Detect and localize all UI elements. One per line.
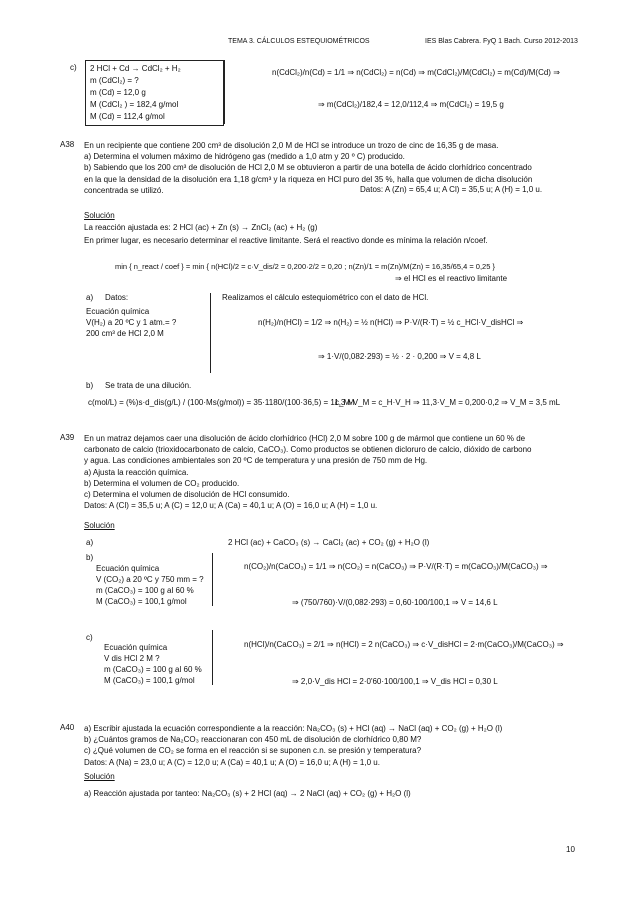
a38-b-title: Se trata de una dilución. [105, 381, 192, 390]
top-divider [224, 60, 225, 124]
a39-b-data: Ecuación química V (CO₂) a 20 ºC y 750 mm = ? m (CaCO₃) = 100 g al 60 % M (CaCO₃) = 100,1 g/mol [96, 564, 204, 606]
a40-a-line: a) Reacción ajustada por tanteo: Na₂CO₃ (s) + 2 HCl (aq) → 2 NaCl (aq) + CO₂ (g) + H₂O (l) [84, 789, 411, 798]
a38-divider [210, 293, 211, 373]
a38-reaction: La reacción ajustada es: 2 HCl (ac) + Zn (s) → ZnCl₂ (ac) + H₂ (g) [84, 223, 318, 232]
a39-statement: En un matraz dejamos caer una disolución de ácido clorhídrico (HCl) 2,0 M sobre 100 g de mármol que contiene un 60 % de carbonato de calcio (trioxidocarbonato de calcio, CaCO₃). Como productos se obtienen dicloruro de calcio, dióxido de carbono y agua. Las condiciones ambientales son 20 ºC de temperatura y una presión de 750 mm de Hg. a) Ajusta la reacción química. b) Determina el volumen de CO₂ producido. c) Determina el volumen de disolución de HCl consumido. Datos: A (Cl) = 35,5 u; A (C) = 12,0 u; A (Ca) = 40,1 u; A (O) = 16,0 u; A (H) = 1,0 u. [84, 434, 532, 511]
a38-data: Datos: A (Zn) = 65,4 u; A Cl) = 35,5 u; A (H) = 1,0 u. [360, 185, 543, 194]
top-data-list: 2 HCl + Cd → CdCl₂ + H₂ m (CdCl₂) = ? m (Cd) = 12,0 g M (CdCl₂ ) = 182,4 g/mol M (Cd) = 112,4 g/mol [90, 64, 181, 121]
a39-b-eq2: ⇒ (750/760)·V/(0,082·293) = 0,60·100/100,1 ⇒ V = 14,6 L [292, 598, 498, 607]
a38-a-title: Datos: [105, 293, 129, 302]
a38-solucion: Solución [84, 211, 115, 220]
a38-a-eq2: ⇒ 1·V/(0,082·293) = ½ · 2 · 0,200 ⇒ V = 4,8 L [318, 352, 481, 361]
page-number: 10 [566, 845, 575, 854]
a40-number: A40 [60, 723, 75, 732]
a39-c-label: c) [86, 633, 93, 642]
a39-a-label: a) [86, 538, 94, 547]
header-title: TEMA 3. CÁLCULOS ESTEQUIOMÉTRICOS [228, 38, 370, 45]
a39-c-eq1: n(HCl)/n(CaCO₃) = 2/1 ⇒ n(HCl) = 2 n(CaCO₃) ⇒ c·V_disHCl = 2·m(CaCO₃)/M(CaCO₃) ⇒ [244, 640, 564, 649]
a39-c-eq2: ⇒ 2,0·V_dis HCl = 2·0'60·100/100,1 ⇒ V_dis HCl = 0,30 L [292, 677, 498, 686]
a38-a-calc: Realizamos el cálculo estequiométrico con el dato de HCl. [222, 293, 429, 302]
a38-b-eq2: c_M·V_M = c_H·V_H ⇒ 11,3·V_M = 0,200·0,2 ⇒ V_M = 3,5 mL [335, 398, 561, 407]
a38-b-label: b) [86, 381, 94, 390]
a38-number: A38 [60, 140, 75, 149]
a38-min-eq: min { n_react / coef } = min { n(HCl)/2 = c·V_dis/2 = 0,200·2/2 = 0,20 ; n(Zn)/1 = m(Zn)/M(Zn) = 16,35/65,4 = 0,25 } [115, 262, 495, 271]
a38-min-result: ⇒ el HCl es el reactivo limitante [395, 274, 508, 283]
a38-a-data: Ecuación química V(H₂) a 20 ºC y 1 atm.= ? 200 cm³ de HCl 2,0 M [86, 307, 177, 338]
a40-statement: a) Escribir ajustada la ecuación correspondiente a la reacción: Na₂CO₃ (s) + HCl (aq) → NaCl (aq) + CO₂ (g) + H₂O (l) b) ¿Cuántos gramos de Na₂CO₃ reaccionaran con 450 mL de disolución de clorhídrico 0,80 M? c) ¿Qué volumen de CO₂ se forma en el reacción si se suponen c.n. se presión y temperatura? Datos: A (Na) = 23,0 u; A (C) = 12,0 u; A (Ca) = 40,1 u; A (O) = 16,0 u; A (H) = 1,0 u. [84, 724, 503, 767]
a39-a-eq: 2 HCl (ac) + CaCO₃ (s) → CaCl₂ (ac) + CO₂ (g) + H₂O (l) [228, 538, 430, 547]
a39-b-label: b) [86, 553, 94, 562]
a39-b-eq1: n(CO₂)/n(CaCO₃) = 1/1 ⇒ n(CO₂) = n(CaCO₃) ⇒ P·V/(R·T) = m(CaCO₃)/M(CaCO₃) ⇒ [244, 562, 548, 571]
a38-a-eq1: n(H₂)/n(HCl) = 1/2 ⇒ n(H₂) = ½ n(HCl) ⇒ P·V/(R·T) = ½ c_HCl·V_disHCl ⇒ [258, 318, 524, 327]
a39-c-data: Ecuación química V dis HCl 2 M ? m (CaCO₃) = 100 g al 60 % M (CaCO₃) = 100,1 g/mol [104, 643, 202, 685]
a38-statement: En un recipiente que contiene 200 cm³ de disolución 2,0 M de HCl se introduce un trozo de cinc de 16,35 g de masa. a) Determina el volumen máximo de hidrógeno gas (medido a 1,0 atm y 20 º C) producido. b) Sabiendo que los 200 cm³ de disolución de HCl 2,0 M se obtuvieron a partir de una botella de ácido clorhídrico concentrado en la que la densidad de la disolución era 1,18 g/cm³ y la riqueza en HCl puro del 35 %, halla que volumen de dicha disolución concentrada se utilizó. [84, 141, 533, 195]
a38-a-label: a) [86, 293, 94, 302]
a38-b-eq: c(mol/L) = (%)s·d_dis(g/L) / (100·Ms(g/mol)) = 35·1180/(100·36,5) = 11,3 M [88, 398, 355, 407]
header-course: IES Blas Cabrera. FyQ 1 Bach. Curso 2012-2013 [425, 38, 578, 45]
a40-solucion: Solución [84, 772, 115, 781]
top-label: c) [70, 63, 77, 72]
a38-limit-text: En primer lugar, es necesario determinar el reactive limitante. Será el reactivo donde es mínima la relación n/coef. [84, 236, 488, 245]
top-eq1: n(CdCl₂)/n(Cd) = 1/1 ⇒ n(CdCl₂) = n(Cd) ⇒ m(CdCl₂)/M(CdCl₂) = m(Cd)/M(Cd) ⇒ [272, 68, 560, 77]
a39-solucion: Solución [84, 521, 115, 530]
top-eq2: ⇒ m(CdCl₂)/182,4 = 12,0/112,4 ⇒ m(CdCl₂) = 19,5 g [318, 100, 504, 109]
a39-number: A39 [60, 433, 75, 442]
